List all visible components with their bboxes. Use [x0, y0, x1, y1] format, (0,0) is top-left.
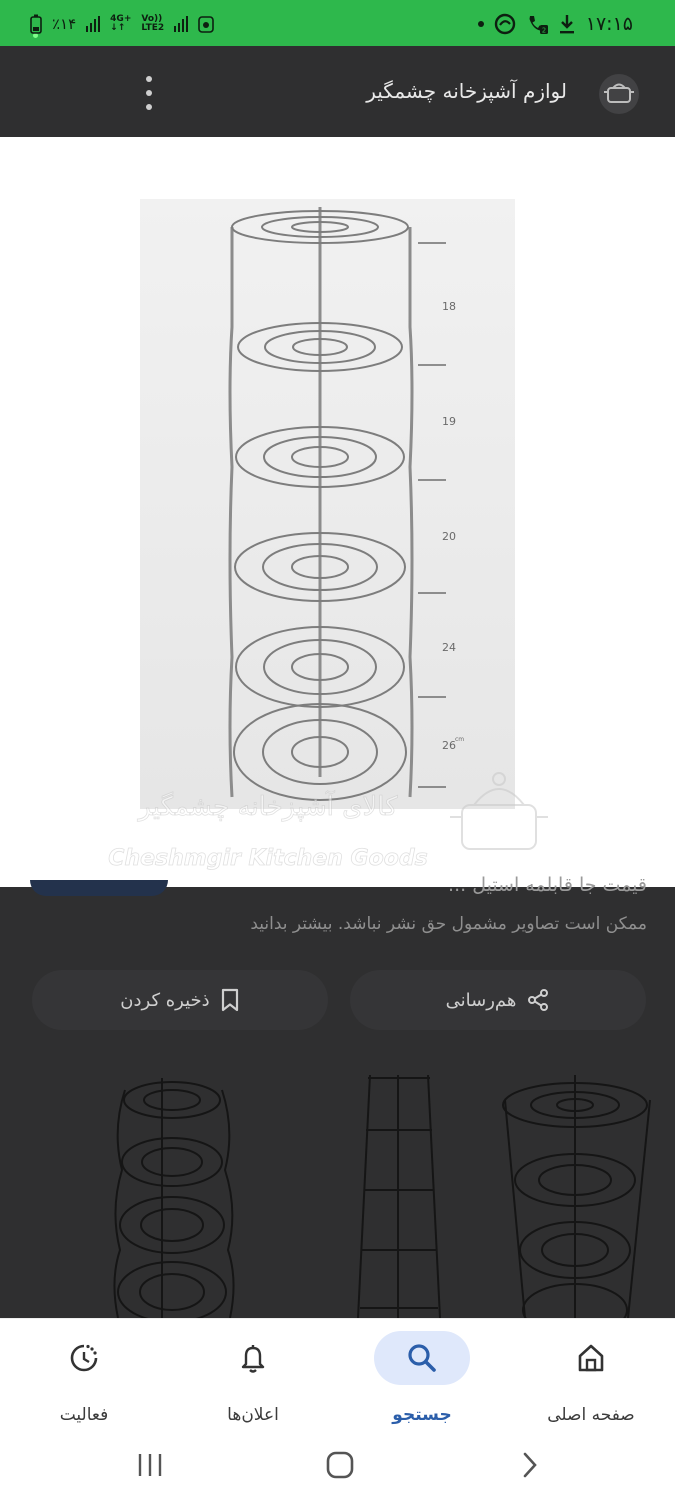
home-icon [543, 1331, 639, 1385]
app-bar [0, 46, 675, 137]
volte-indicator [141, 15, 164, 33]
site-logo[interactable] [599, 74, 639, 114]
network-type [110, 15, 131, 33]
nav-label-activity: فعالیت [59, 1405, 109, 1425]
battery-percent: ٪۱۴ [52, 15, 77, 33]
related-images [0, 1060, 675, 1318]
signal-icon [86, 16, 100, 32]
nav-label-search: جستجو [392, 1405, 452, 1425]
share-label: هم‌رسانی [445, 989, 517, 1011]
home-system-button[interactable] [320, 1448, 360, 1482]
dimension-unit: cm [455, 736, 465, 743]
pot-logo-icon [599, 74, 639, 114]
related-image-2[interactable] [358, 1075, 440, 1318]
download-icon [558, 13, 576, 35]
signal-2-icon [174, 16, 188, 32]
status-bar-left [30, 12, 214, 36]
volte-label: Vo)) [141, 14, 163, 24]
more-dot [146, 76, 152, 82]
visit-button-edge[interactable] [30, 880, 168, 896]
status-time: ۱۷:۱۵ [585, 13, 633, 35]
product-image [0, 137, 675, 887]
home-square-icon [325, 1450, 355, 1480]
dimension-label: 20 [442, 530, 456, 543]
more-dot [146, 90, 152, 96]
nav-search[interactable] [338, 1319, 506, 1435]
dimension-label: 19 [442, 415, 456, 428]
nav-label-home: صفحه اصلی [547, 1405, 635, 1425]
dimension-label: 18 [442, 300, 456, 313]
bookmark-icon [220, 988, 240, 1012]
bell-icon [205, 1331, 301, 1385]
nav-label-notifications: اعلان‌ها [227, 1405, 279, 1425]
more-options-button[interactable] [140, 76, 158, 110]
more-dot [146, 104, 152, 110]
image-preview[interactable] [0, 137, 675, 887]
related-image-1[interactable] [114, 1078, 233, 1318]
share-button[interactable] [350, 970, 646, 1030]
search-icon [374, 1331, 470, 1385]
share-icon [526, 988, 550, 1012]
chevron-right-icon [520, 1450, 540, 1480]
svg-text:2: 2 [541, 26, 546, 35]
network-arrows: ↓↑ [110, 23, 126, 33]
save-button[interactable] [32, 970, 328, 1030]
recent-apps-icon [136, 1452, 164, 1478]
nav-home[interactable] [507, 1319, 675, 1435]
copyright-disclaimer[interactable]: ممکن است تصاویر مشمول حق نشر نباشد. بیشتر بدانید [250, 914, 647, 934]
edge-browser-icon [494, 13, 516, 35]
nav-activity[interactable] [0, 1319, 168, 1435]
network-type-top: 4G+ [110, 14, 132, 24]
related-image-3[interactable] [503, 1075, 650, 1318]
notification-dot [478, 21, 484, 27]
system-navigation-bar [0, 1434, 675, 1500]
dimension-label: 24 [442, 641, 456, 654]
activity-icon [36, 1331, 132, 1385]
network-type-bottom: LTE2 [141, 23, 165, 33]
result-title[interactable]: قیمت جا قابلمه استیل ... [448, 874, 647, 896]
back-button[interactable] [510, 1448, 550, 1482]
watermark-english: Cheshmgir Kitchen Goods [108, 846, 428, 871]
battery-icon [30, 14, 42, 34]
recent-apps-button[interactable] [130, 1448, 170, 1482]
save-label: ذخیره کردن [120, 989, 210, 1011]
wifi-calling-icon [526, 13, 548, 35]
dimension-label: 26 [442, 739, 456, 752]
nav-notifications[interactable] [169, 1319, 337, 1435]
page-title[interactable]: لوازم آشپزخانه چشمگیر [366, 79, 567, 103]
status-bar [0, 0, 675, 46]
status-bar-right [478, 12, 633, 36]
bottom-navigation [0, 1318, 675, 1434]
watermark-persian: کالای آشپزخانه چشمگیر [138, 792, 398, 822]
notification-app-icon [198, 15, 214, 33]
